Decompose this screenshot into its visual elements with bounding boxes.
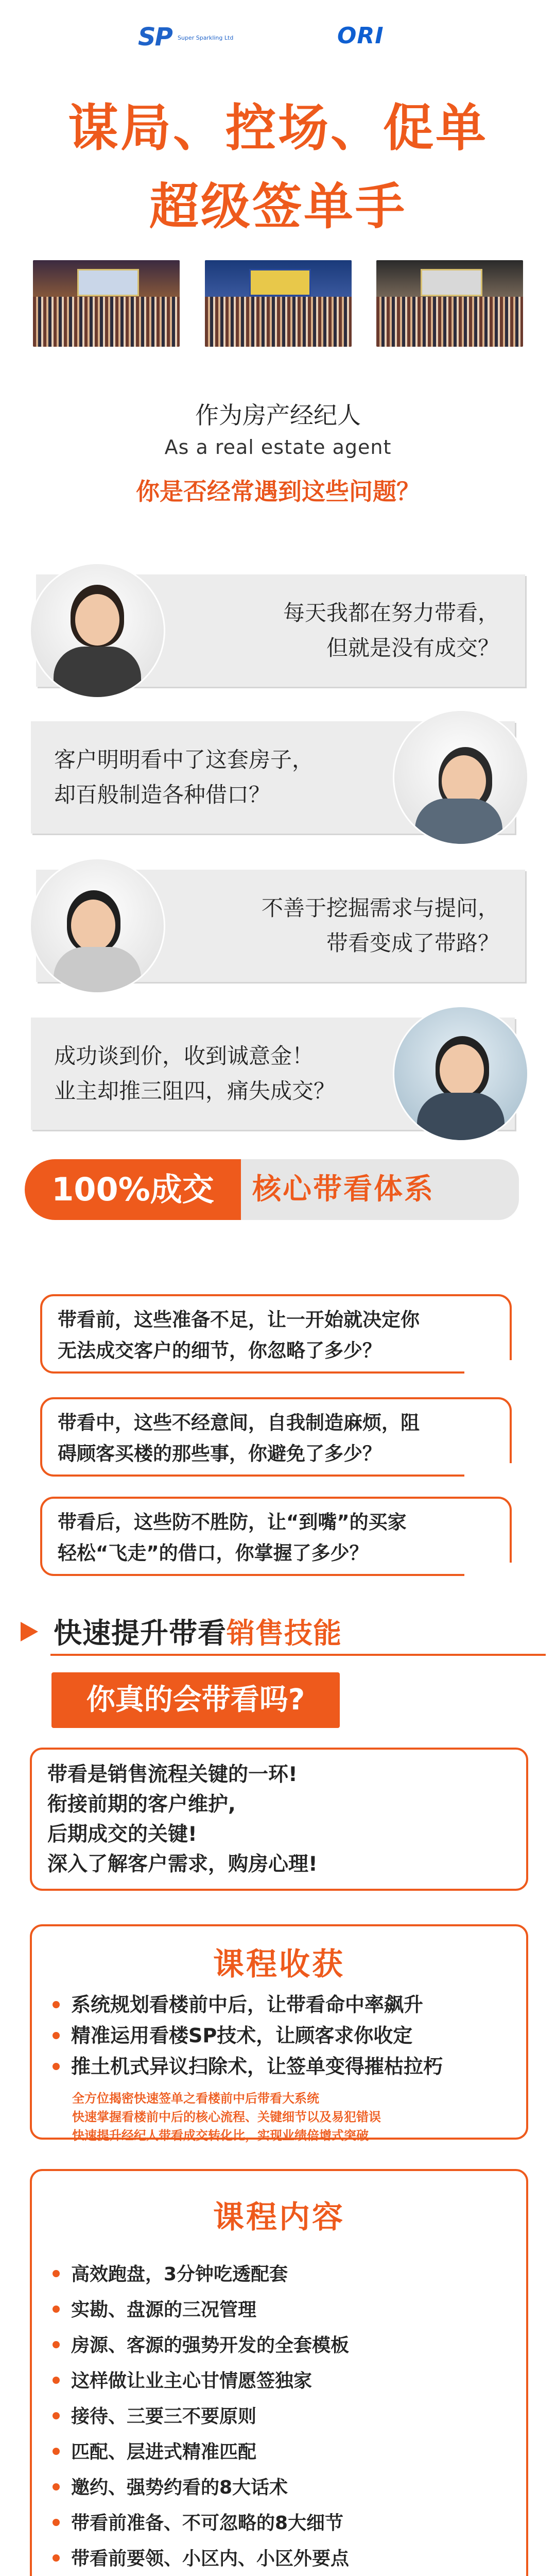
sp-logo: SP	[138, 23, 172, 52]
main-title-line2: 超级签单手	[149, 178, 407, 235]
viewing-importance-card	[30, 1748, 528, 1891]
question-1-line1: 带看前，这些准备不足，让一开始就决定你	[58, 1309, 420, 1331]
content-item	[53, 2541, 349, 2576]
content-item-text: 这样做让业主心甘情愿签独家	[71, 2370, 312, 2392]
gain-note-1: 全方位揭密快速签单之看楼前中后带看大系统	[72, 2091, 319, 2106]
question-2-line1: 带看中，这些不经意间，自我制造麻烦，阻	[58, 1412, 420, 1434]
bullet-icon	[53, 2519, 60, 2526]
pain-point-1-line2: 但就是没有成交？	[326, 635, 499, 660]
gain-note-2: 快速掌握看楼前中后的核心流程、关键细节以及易犯错误	[72, 2110, 381, 2124]
gain-item-1: 系统规划看楼前中后，让带看命中率飙升	[53, 1989, 423, 2020]
main-title-line1: 谋局、控场、促单	[67, 99, 488, 158]
importance-line-2: 衔接前期的客户维护,	[47, 1793, 236, 1816]
pain-point-2-line1: 客户明明看中了这套房子，	[54, 747, 314, 772]
bullet-icon	[53, 2001, 60, 2008]
question-3-line1: 带看后，这些防不胜防，让“到嘴”的买家	[58, 1511, 407, 1533]
content-item-text: 实勘、盘源的三况管理	[71, 2299, 257, 2320]
gain-item-3: 推土机式异议扫除术，让签单变得摧枯拉朽	[53, 2051, 443, 2082]
bullet-icon	[53, 2063, 60, 2070]
content-item-text: 带看前要领、小区内、小区外要点	[71, 2548, 350, 2569]
importance-line-4: 深入了解客户需求，购房心理!	[47, 1853, 318, 1876]
pain-point-2-line2: 却百般制造各种借口？	[54, 782, 271, 807]
core-system-label	[221, 1159, 519, 1220]
question-3-line2: 轻松“飞走”的借口，你掌握了多少？	[58, 1542, 369, 1564]
sp-logo-subtitle: Super Sparkling Ltd	[178, 35, 234, 41]
event-photo-1	[33, 260, 180, 347]
content-item	[53, 2470, 288, 2505]
section-title-highlight: 销售技能	[227, 1617, 342, 1650]
content-item-text: 房源、客源的强势开发的全套模板	[71, 2335, 350, 2356]
bullet-icon	[53, 2448, 60, 2455]
ori-logo: ORI	[337, 23, 384, 49]
content-item	[53, 2434, 256, 2470]
question-after-viewing	[40, 1497, 512, 1576]
question-1-line2: 无法成交客户的细节，你忽略了多少？	[58, 1340, 381, 1362]
bullet-icon	[53, 2483, 60, 2490]
content-item-text: 高效跑盘，3分钟吃透配套	[71, 2264, 288, 2285]
intro-english: As a real estate agent	[164, 436, 392, 459]
content-item-text: 匹配、层进式精准匹配	[71, 2442, 257, 2463]
content-item	[53, 2399, 256, 2434]
question-tag	[51, 1672, 340, 1728]
content-item	[53, 2292, 256, 2328]
bullet-icon	[53, 2412, 60, 2419]
pain-point-3-line1: 不善于挖掘需求与提问，	[261, 895, 499, 921]
question-before-viewing	[40, 1294, 512, 1374]
pain-point-1-line1: 每天我都在努力带看，	[283, 600, 499, 625]
upset-man-avatar	[394, 1007, 527, 1140]
section-title-main: 快速提升带看	[54, 1617, 227, 1650]
content-item	[53, 2257, 288, 2292]
deal-rate-text: 100%成交	[51, 1171, 214, 1208]
section-title	[54, 1611, 342, 1651]
deal-rate-badge	[25, 1159, 241, 1220]
importance-line-1: 带看是销售流程关键的一环!	[47, 1763, 298, 1786]
bullet-icon	[53, 2377, 60, 2384]
bullet-icon	[53, 2306, 60, 2313]
stressed-man-avatar	[394, 711, 527, 844]
pain-point-4-line1: 成功谈到价，收到诚意金！	[54, 1043, 314, 1069]
question-during-viewing	[40, 1397, 512, 1477]
course-content-title: 课程内容	[213, 2199, 345, 2235]
content-item	[53, 2328, 349, 2363]
bullet-icon	[53, 2341, 60, 2348]
event-photo-3	[376, 260, 523, 347]
bullet-icon	[53, 2032, 60, 2039]
content-item	[53, 2363, 312, 2399]
pain-point-4-line2: 业主却推三阻四，痛失成交？	[54, 1078, 336, 1104]
section-arrow-icon	[21, 1622, 38, 1641]
event-photo-2	[205, 260, 352, 347]
frustrated-woman-avatar	[31, 564, 164, 697]
intro-question: 你是否经常遇到这些问题？	[136, 478, 420, 505]
bullet-icon	[53, 2554, 60, 2562]
course-gains-title: 课程收获	[213, 1946, 345, 1982]
question-tag-text: 你真的会带看吗?	[86, 1683, 305, 1717]
content-item-text: 邀约、强势约看的8大话术	[71, 2477, 288, 2498]
question-2-line2: 碍顾客买楼的那些事，你避免了多少？	[58, 1443, 381, 1465]
section-divider	[50, 1654, 546, 1656]
content-item-text: 带看前准备、不可忽略的8大细节	[71, 2513, 344, 2534]
course-content-card	[30, 2169, 528, 2576]
content-item	[53, 2505, 343, 2541]
core-system-text: 核心带看体系	[252, 1173, 435, 1206]
worried-man-avatar	[31, 859, 164, 992]
content-item-text: 接待、三要三不要原则	[71, 2406, 257, 2427]
gain-item-2: 精准运用看楼SP技术，让顾客求你收定	[53, 2020, 412, 2051]
logo-bar	[0, 19, 556, 55]
gain-note-3: 快速提升经纪人带看成交转化比，实现业绩倍增式突破	[72, 2128, 369, 2143]
intro-heading: 作为房产经纪人	[195, 401, 361, 429]
course-gains-card	[30, 1924, 528, 2143]
pain-point-3-line2: 带看变成了带路？	[326, 930, 499, 956]
bullet-icon	[53, 2270, 60, 2277]
importance-line-3: 后期成交的关键!	[47, 1823, 197, 1846]
